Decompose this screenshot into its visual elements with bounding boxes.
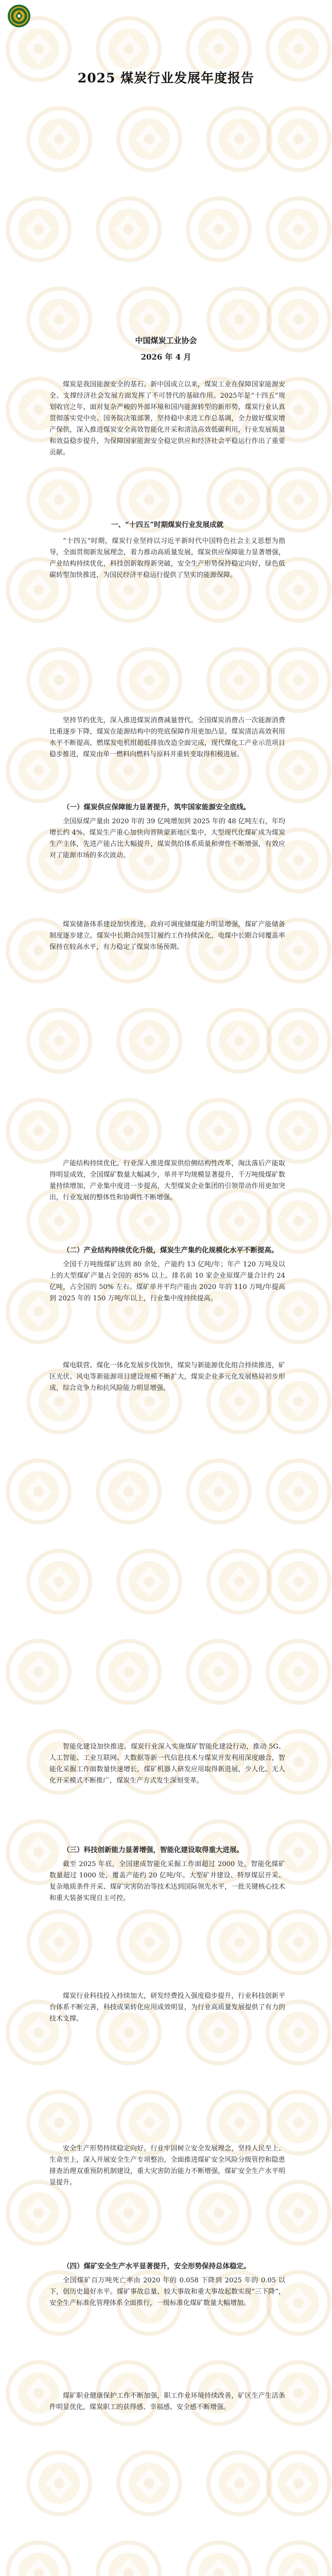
watermark-emblem-icon xyxy=(26,2450,93,2517)
watermark-emblem-icon xyxy=(185,1097,252,1164)
body-paragraph: 煤炭储备体系建设加快推进，政府可调度储煤能力明显增强，煤矿产能储备制度逐步建立。煤炭中长期合同签订履约工作持续深化，电煤中长期合同覆盖率保持在较高水平，有力稳定了煤炭市场预期。 xyxy=(49,921,285,951)
body-paragraph: 坚持节约优先，深入推进煤炭消费减量替代。全国煤炭消费占一次能源消费比重逐步下降，煤炭在能源结构中的兜底保障作用更加凸显。煤炭清洁高效利用水平不断提高，燃煤发电机组超低排放改造全面完成，现代煤化工产业示范项目稳步推进，煤炭由单一燃料向燃料与原料并重转变取得积极进展。 xyxy=(49,717,285,758)
section-heading: （四）煤矿安全生产水平显著提升，安全形势保持总体稳定。 xyxy=(63,2262,251,2270)
watermark-emblem-icon xyxy=(206,1909,273,1976)
watermark-emblem-icon xyxy=(265,647,332,714)
watermark-emblem-icon xyxy=(5,1458,72,1525)
watermark-emblem-icon xyxy=(206,647,273,714)
watermark-emblem-icon xyxy=(95,1097,162,1164)
watermark-emblem-icon xyxy=(116,1548,183,1615)
section-heading: （三）科技创新能力显著增强，智能化建设取得重大进展。 xyxy=(63,1846,243,1854)
watermark-emblem-icon xyxy=(116,647,183,714)
body-paragraph: 全国原煤产量由 2020 年的 39 亿吨增加到 2025 年的 48 亿吨左右，年均增长约 4%。煤炭生产重心加快向晋陕蒙新地区集中，大型现代化煤矿成为煤炭生产主体，先进产能占比大幅提升，煤炭供给体系质量和弹性不断增强，有效应对了能源市场的多次波动。 xyxy=(49,818,285,859)
watermark-emblem-icon xyxy=(26,1548,93,1615)
body-paragraph: 智能化建设加快推进。煤炭行业深入实施煤矿智能化建设行动，推动 5G、人工智能、工业互联网、大数据等新一代信息技术与煤炭开发利用深度融合，智能化采掘工作面数量快速增长，煤矿机器人研发应用取得新进展，少人化、无人化开采模式不断推广，煤炭生产方式发生深刻变革。 xyxy=(49,1743,285,1785)
body-paragraph: 产能结构持续优化。行业深入推进煤炭供给侧结构性改革，淘汰落后产能取得明显成效，全国煤矿数量大幅减少，单井平均规模显著提升，千万吨级煤矿数量持续增加，产业集中度进一步提高，大型煤炭企业集团的引领带动作用更加突出，行业发展的整体性和协调性不断增强。 xyxy=(49,1160,285,1201)
watermark-emblem-icon xyxy=(265,1007,332,1074)
section-heading: 一、“十四五”时期煤炭行业发展成就 xyxy=(111,521,224,529)
body-paragraph: 煤矿职业健康保护工作不断加强，职工作业环境持续改善，矿区生产生活条件明显优化，煤炭职工的获得感、幸福感、安全感不断增强。 xyxy=(49,2392,285,2411)
watermark-emblem-icon xyxy=(26,1909,93,1976)
body-paragraph: 安全生产形势持续稳定向好。行业牢固树立安全发展理念，坚持人民至上、生命至上，深入开展安全生产专项整治，全面推进煤矿安全风险分级管控和隐患排查治理双重预防机制建设，重大灾害防治能力不断增强，煤矿安全生产水平明显提升。 xyxy=(49,2145,285,2187)
body-paragraph: “十四五”时期，煤炭行业坚持以习近平新时代中国特色社会主义思想为指导，全面贯彻新发展理念，着力推动高质量发展，煤炭供应保障能力显著增强，产业结构持续优化，科技创新取得新突破，安全生产形势保持稳定向好，绿色低碳转型加快推进，为国民经济平稳运行提供了坚实的能源保障。 xyxy=(49,537,285,579)
body-paragraph: 煤炭行业科技投入持续加大，研发经费投入强度稳步提升，行业科技创新平台体系不断完善，科技成果转化应用成效明显，为行业高质量发展提供了有力的技术支撑。 xyxy=(49,1992,285,2023)
watermark-emblem-icon xyxy=(206,1548,273,1615)
watermark-emblem-icon xyxy=(116,1909,183,1976)
watermark-emblem-icon xyxy=(5,1097,72,1164)
watermark-emblem-icon xyxy=(185,196,252,263)
watermark-emblem-icon xyxy=(185,1638,252,1705)
watermark-emblem-icon xyxy=(265,1638,332,1705)
watermark-emblem-icon xyxy=(95,196,162,263)
watermark-emblem-icon xyxy=(5,2540,72,2576)
watermark-emblem-icon xyxy=(95,1458,162,1525)
watermark-emblem-icon xyxy=(265,1548,332,1615)
section-heading: （二）产业结构持续优化升级，煤炭生产集约化规模化水平不断提高。 xyxy=(63,1246,278,1255)
watermark-emblem-icon xyxy=(206,2450,273,2517)
body-paragraph: 截至 2025 年底，全国建成智能化采掘工作面超过 2000 处，智能化煤矿数量超过 1000 处，覆盖产能约 20 亿吨/年。大型矿井建设、特厚煤层开采、复杂地质条件开采、煤矿灾害防治等技术达到国际领先水平，一批关键核心技术和重大装备实现自主可控。 xyxy=(49,1860,285,1902)
watermark-emblem-icon xyxy=(185,1458,252,1525)
watermark-emblem-icon xyxy=(265,1909,332,1976)
watermark-emblem-icon xyxy=(26,106,93,173)
watermark-emblem-icon xyxy=(206,106,273,173)
watermark-emblem-icon xyxy=(95,2179,162,2246)
issuing-organization: 中国煤炭工业协会 xyxy=(135,336,197,345)
section-heading: （一）煤炭供应保障能力显著提升，筑牢国家能源安全底线。 xyxy=(63,803,251,811)
watermark-emblem-icon xyxy=(265,1097,332,1164)
watermark-emblem-icon xyxy=(265,2179,332,2246)
watermark-emblem-icon xyxy=(265,1458,332,1525)
watermark-emblem-icon xyxy=(116,1007,183,1074)
watermark-emblem-icon xyxy=(265,2450,332,2517)
watermark-emblem-icon xyxy=(265,2540,332,2576)
watermark-emblem-icon xyxy=(95,2540,162,2576)
watermark-emblem-icon xyxy=(5,196,72,263)
watermark-emblem-icon xyxy=(265,196,332,263)
watermark-emblem-icon xyxy=(206,1007,273,1074)
watermark-emblem-icon xyxy=(185,2179,252,2246)
watermark-emblem-icon xyxy=(95,1638,162,1705)
body-paragraph: 煤炭是我国能源安全的基石。新中国成立以来，煤炭工业在保障国家能源安全、支撑经济社会发展方面发挥了不可替代的基础作用。2025年是“十四五”规划收官之年，面对复杂严峻的外部环境和国内能源转型的新形势，煤炭行业认真贯彻落实党中央、国务院决策部署，坚持稳中求进工作总基调，全力做好煤炭增产保供，深入推进煤炭安全高效智能化开采和清洁高效低碳利用，行业发展质量和效益稳步提升，为保障国家能源安全稳定供应和经济社会平稳运行作出了重要贡献。 xyxy=(49,381,285,456)
report-title: 2025 煤炭行业发展年度报告 xyxy=(77,71,255,86)
watermark-emblem-icon xyxy=(185,2540,252,2576)
body-paragraph: 全国煤矿百万吨死亡率由 2020 年的 0.058 下降到 2025 年的 0.05 以下，创历史最好水平。煤矿事故总量、较大事故和重大事故起数实现“三下降”，安全生产标准化管理体系全面推行，一级标准化煤矿数量大幅增加。 xyxy=(49,2277,285,2307)
watermark-emblem-icon xyxy=(5,1638,72,1705)
watermark-emblem-icon xyxy=(26,647,93,714)
watermark-emblem-icon xyxy=(116,106,183,173)
issue-date: 2026 年 4 月 xyxy=(141,352,191,362)
watermark-emblem-icon xyxy=(5,2179,72,2246)
watermark-emblem-icon xyxy=(265,106,332,173)
body-paragraph: 全国千万吨级煤矿达到 80 余处，产能约 13 亿吨/年；年产 120 万吨及以上的大型煤矿产量占全国的 85% 以上。排名前 10 家企业原煤产量合计约 24 亿吨，占全国的 50% 左右。煤矿单井平均产能由 2020 年的 110 万吨/年提高到 2025 年的 150 万吨/年以上，行业集中度持续提高。 xyxy=(49,1261,285,1302)
watermark-emblem-icon xyxy=(116,2450,183,2517)
watermark-emblem-icon xyxy=(26,1007,93,1074)
body-paragraph: 煤电联营、煤化一体化发展步伐加快，煤炭与新能源优化组合持续推进，矿区光伏、风电等新能源项目建设规模不断扩大，煤炭企业多元化发展格局初步形成，综合竞争力和抗风险能力明显增强。 xyxy=(49,1362,285,1392)
association-logo-icon xyxy=(7,4,31,28)
